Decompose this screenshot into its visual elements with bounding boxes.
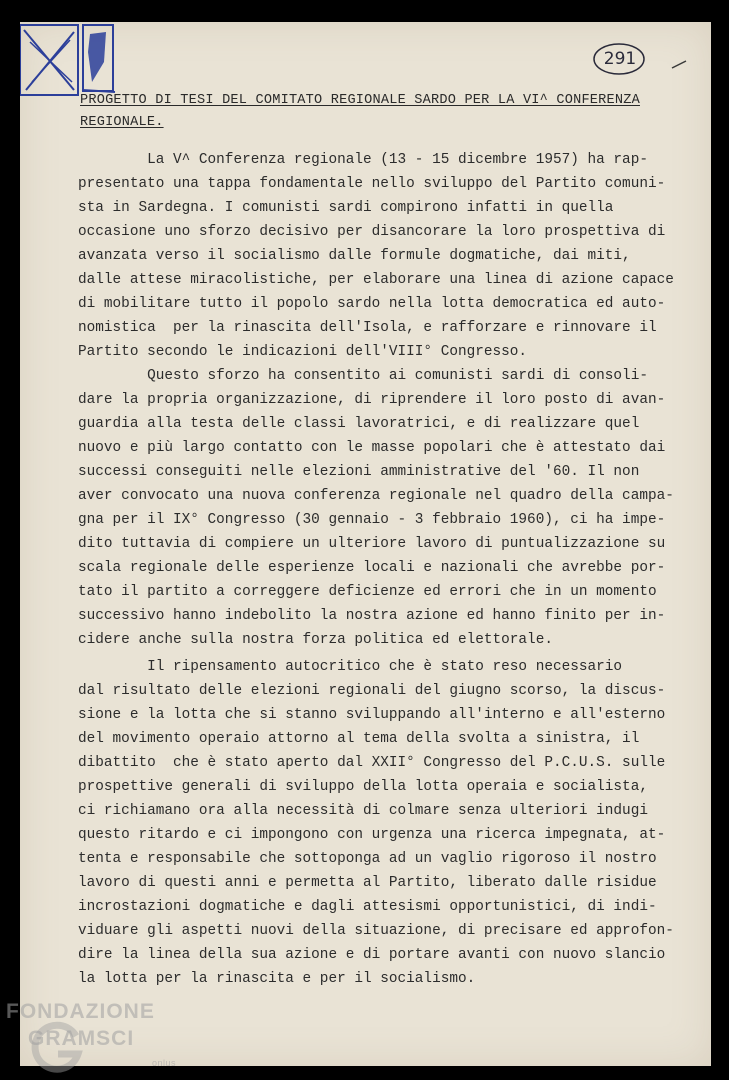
text-line: avanzata verso il socialismo dalle formule dogmatiche, dai miti,	[78, 248, 631, 264]
fondazione-gramsci-watermark	[6, 1000, 206, 1080]
text-line: successi conseguiti nelle elezioni amministrative del '60. Il non	[78, 464, 640, 480]
text-line: lavoro di questi anni e permetta al Partito, liberato dalle risidue	[78, 875, 657, 891]
text-line: incrostazioni dogmatiche e dagli attesismi opportunistici, di indi-	[78, 899, 657, 915]
text-line: nuovo e più largo contatto con le masse popolari che è attestato dai	[78, 440, 666, 456]
text-line: dibattito che è stato aperto dal XXII° Congresso del P.C.U.S. sulle	[78, 755, 666, 771]
text-line: tenta e responsabile che sottoponga ad un vaglio rigoroso il nostro	[78, 851, 657, 867]
text-line: di mobilitare tutto il popolo sardo nella lotta democratica ed auto-	[78, 296, 666, 312]
watermark-line2: GRAMSCI	[28, 1027, 135, 1050]
text-line: dare la propria organizzazione, di riprendere il loro posto di avan-	[78, 392, 666, 408]
text-line: cidere anche sulla nostra forza politica ed elettorale.	[78, 632, 553, 648]
text-line: aver convocato una nuova conferenza regionale nel quadro della campa-	[78, 488, 674, 504]
document-title	[80, 90, 660, 134]
document-page	[20, 22, 711, 1066]
text-line: gna per il IX° Congresso (30 gennaio - 3 febbraio 1960), ci ha impe-	[78, 512, 666, 528]
text-line: La V^ Conferenza regionale (13 - 15 dicembre 1957) ha rap-	[78, 152, 648, 168]
text-line: presentato una tappa fondamentale nello sviluppo del Partito comuni-	[78, 176, 666, 192]
text-line: nomistica per la rinascita dell'Isola, e rafforzare e rinnovare il	[78, 320, 657, 336]
text-line: viduare gli aspetti nuovi della situazione, di precisare ed approfon-	[78, 923, 674, 939]
text-line: la lotta per la rinascita e per il socialismo.	[78, 971, 476, 987]
paragraph-1	[78, 148, 674, 364]
text-line: successivo hanno indebolito la nostra azione ed hanno finito per in-	[78, 608, 666, 624]
text-line: dire la linea della sua azione e di portare avanti con nuovo slancio	[78, 947, 666, 963]
text-line: sione e la lotta che si stanno sviluppando all'interno e all'esterno	[78, 707, 666, 723]
text-line: dito tuttavia di compiere un ulteriore lavoro di puntualizzazione su	[78, 536, 666, 552]
paragraph-3	[78, 655, 674, 991]
text-line: Il ripensamento autocritico che è stato reso necessario	[78, 659, 623, 675]
text-line: dal risultato delle elezioni regionali del giugno scorso, la discus-	[78, 683, 666, 699]
text-line: questo ritardo e ci impongono con urgenza una ricerca impegnata, at-	[78, 827, 666, 843]
text-line: tato il partito a correggere deficienze ed errori che in un momento	[78, 584, 657, 600]
paragraph-2	[78, 364, 674, 652]
title-line: REGIONALE.	[80, 115, 164, 130]
title-line: PROGETTO DI TESI DEL COMITATO REGIONALE SARDO PER LA VI^ CONFERENZA	[80, 93, 640, 108]
document-body	[78, 148, 674, 991]
watermark-line1: FONDAZIONE	[6, 1000, 155, 1023]
text-line: scala regionale delle esperienze locali e nazionali che avrebbe por-	[78, 560, 666, 576]
text-line: sta in Sardegna. I comunisti sardi compirono infatti in quella	[78, 200, 614, 216]
text-line: ci richiamano ora alla necessità di colmare senza ulteriori indugi	[78, 803, 648, 819]
tick-mark-icon	[670, 58, 690, 70]
text-line: dalle attese miracolistiche, per elaborare una linea di azione capace	[78, 272, 674, 288]
page-number: 291	[603, 49, 637, 69]
text-line: Questo sforzo ha consentito ai comunisti sardi di consoli-	[78, 368, 648, 384]
text-line: Partito secondo le indicazioni dell'VIII° Congresso.	[78, 344, 528, 360]
watermark-suffix: onlus	[152, 1058, 177, 1068]
text-line: guardia alla testa delle classi lavoratrici, e di realizzare quel	[78, 416, 640, 432]
text-line: prospettive generali di sviluppo della lotta operaia e socialista,	[78, 779, 648, 795]
text-line: occasione uno sforzo decisivo per disancorare la loro prospettiva di	[78, 224, 666, 240]
text-line: del movimento operaio attorno al tema della svolta a sinistra, il	[78, 731, 640, 747]
